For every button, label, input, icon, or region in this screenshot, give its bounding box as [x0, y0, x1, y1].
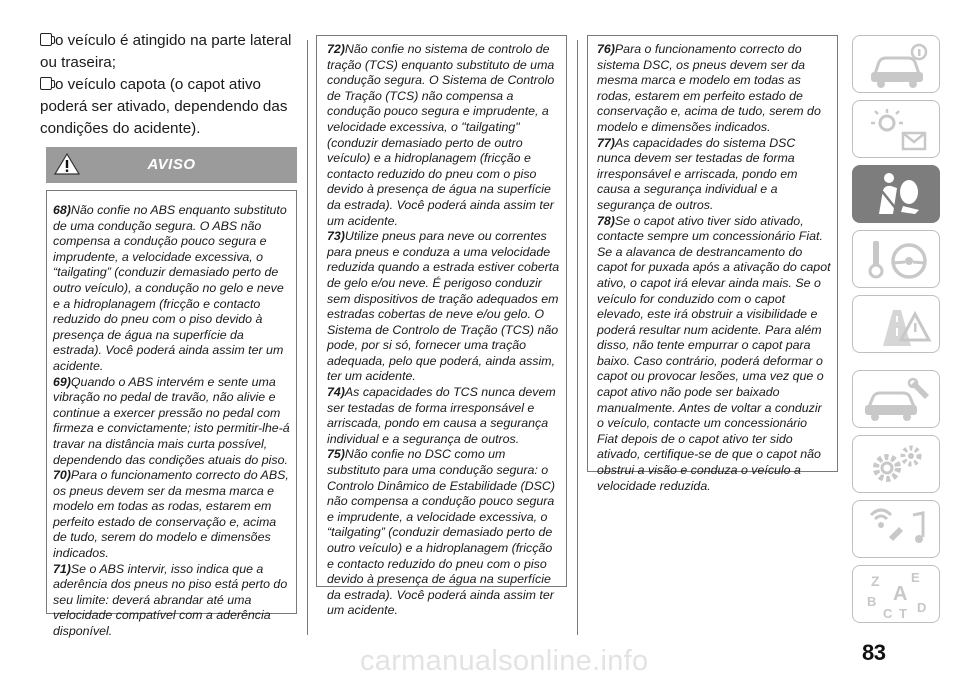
car-maintenance-icon [853, 371, 941, 429]
column-divider [307, 40, 308, 635]
warning-note [327, 447, 560, 619]
note-number: 68) [53, 203, 71, 217]
side-tab-car-info[interactable] [852, 35, 940, 93]
warning-note [53, 468, 290, 562]
note-text: Se o ABS intervir, isso indica que a aderência dos pneus no piso está perto do seu limite: deverá abrandar até uma velocidade compatível com a aderência disponível. [53, 561, 288, 639]
warning-note [53, 562, 290, 640]
warning-note [327, 42, 560, 229]
warning-note [53, 375, 290, 469]
svg-text:C: C [883, 606, 893, 621]
road-warning-icon [853, 296, 941, 354]
note-number: 71) [53, 561, 71, 576]
watermark: carmanualsonline.info [360, 645, 649, 677]
note-number: 72) [327, 42, 345, 56]
note-text: Se o capot ativo tiver sido ativado, contacte sempre um concessionário Fiat. Se a alavanca de destrancamento do capot for puxada após a ativação do capot ativo, o capot irá elevar ainda mais. Se o veículo for conduzido com o capot elevado, este irá obstruir a visibilidade e poderá resultar num acidente. Para além disso, não tente empurrar o capot para baixo. Caso contrário, poderá deformar o capot ou provocar lesões, uma vez que o capot ativo não pode ser baixado manualmente. Antes de voltar a conduzir o veículo, contacte um concessionário Fiat depois de o capot ativo ter sido ativado, certifique-se de que o capot não obstrui a visão e conduza o veículo a velocidade reduzida. [597, 213, 831, 493]
warning-header [46, 147, 297, 183]
warning-notes-column-2 [316, 35, 567, 618]
intro-bullets [40, 30, 302, 140]
side-tab-technical-data[interactable] [852, 435, 940, 493]
bullet-icon [40, 33, 52, 46]
note-text: Para o funcionamento correcto do ABS, os pneus devem ser da mesma marca e modelo em todas as rodas, estarem em perfeito estado de conservação e, acima de tudo, serem do modelo e dimensões indicados. [53, 468, 289, 561]
svg-text:A: A [893, 583, 908, 605]
bullet-item [40, 30, 302, 74]
note-text: Não confie no sistema de controlo de tração (TCS) enquanto substituto de uma condução segura. O Sistema de Controlo de Tração (TCS) não compensa a condução pouco segura e imprudente, a velocidade excessiva, o "tailgating" (conduzir demasiado perto de outro veículo) e a hidroplanagem (fricção e contacto reduzido do pneu com o piso devido à presença de água na superfície da estrada). Você poderá ainda assim ter um acidente. [327, 42, 555, 228]
note-number: 76) [597, 42, 615, 56]
alphabet-index-icon [853, 566, 941, 624]
warning-note [597, 136, 831, 214]
side-tab-maintenance[interactable] [852, 370, 940, 428]
side-tab-starting[interactable] [852, 230, 940, 288]
car-info-icon [853, 36, 941, 94]
note-text: As capacidades do sistema DSC nunca devem ser testadas de forma irresponsável e arriscada, pondo em causa a segurança individual e a segurança de outros. [597, 135, 798, 212]
side-tab-dashboard-lights[interactable] [852, 100, 940, 158]
note-text: As capacidades do TCS nunca devem ser testadas de forma irresponsável e arriscada, pondo em causa a segurança individual e a segurança de outros. [327, 385, 556, 446]
dashboard-lights-icon [853, 101, 941, 159]
side-tab-index[interactable] [852, 565, 940, 623]
warning-note [597, 42, 831, 136]
note-text: Não confie no DSC como um substituto para uma condução segura: o Controlo Dinâmico de Estabilidade (DSC) não compensa a condução pouco segura e imprudente, a velocidade excessiva, o “tailgating” (conduzir demasiado perto de outro veículo) e a hidroplanagem (fricção e contacto reduzido do pneu com o piso devido à presença de água na superfície da estrada). Você poderá ainda assim ter um acidente. [327, 447, 555, 618]
warning-note [327, 229, 560, 385]
gears-icon [853, 436, 941, 494]
warning-note [597, 214, 831, 495]
column-divider [577, 40, 578, 635]
multimedia-icon [853, 501, 941, 559]
note-number: 77) [597, 135, 615, 150]
side-tab-safety[interactable] [852, 165, 940, 223]
warning-notes-column-1 [46, 190, 297, 639]
bullet-text: o veículo capota (o capot ativo poderá ser ativado, dependendo das condições do acidente). [40, 76, 288, 137]
warning-title: AVISO [147, 156, 196, 173]
svg-text:D: D [917, 600, 927, 615]
bullet-icon [40, 77, 52, 90]
bullet-item [40, 74, 302, 140]
note-number: 73) [327, 229, 345, 244]
key-steering-wheel-icon [853, 231, 941, 289]
note-text: Não confie no ABS enquanto substituto de uma condução segura. O ABS não compensa a condução pouco segura e imprudente, a velocidade excessiva, o “tailgating” (conduzir demasiado perto de outro veículo), a condução no gelo e neve e a hidroplanagem (fricção e contacto reduzido do pneu com o piso devido à presença de água na superfície da estrada). Você poderá ainda assim ter um acidente. [53, 203, 287, 373]
note-number: 69) [53, 374, 71, 389]
note-number: 78) [597, 213, 615, 228]
page-number: 83 [862, 640, 886, 665]
seatbelt-airbag-icon [853, 166, 941, 224]
note-text: Utilize pneus para neve ou correntes para pneus e conduza a uma velocidade reduzida quando a estrada estiver coberta de gelo e/ou neve. É perigoso conduzir sem dispositivos de tração adequados em estradas cobertas de neve e/ou gelo. O Sistema de Controlo de Tração (TCS) não pode, por si só, fornecer uma tração adequada, pelo que poderá, ainda assim, ter um acidente. [327, 229, 560, 384]
svg-text:T: T [899, 606, 907, 621]
bullet-text: o veículo é atingido na parte lateral ou traseira; [40, 32, 292, 71]
svg-text:E: E [911, 570, 920, 585]
note-text: Para o funcionamento correcto do sistema DSC, os pneus devem ser da mesma marca e modelo em todas as rodas, estarem em perfeito estado de conservação e, acima de tudo, serem do modelo e dimensões indicados. [597, 42, 821, 134]
note-number: 74) [327, 385, 345, 400]
side-tab-emergency[interactable] [852, 295, 940, 353]
svg-text:B: B [867, 594, 877, 609]
note-number: 70) [53, 468, 71, 483]
warning-note [53, 203, 290, 375]
side-tab-multimedia[interactable] [852, 500, 940, 558]
warning-notes-column-3 [587, 35, 838, 493]
warning-note [327, 385, 560, 447]
svg-text:Z: Z [871, 573, 880, 589]
note-number: 75) [327, 447, 345, 462]
note-text: Quando o ABS intervém e sente uma vibração no pedal de travão, não alivie e continue a exercer pressão no pedal com firmeza e convictamente; isto permitir-lhe-á travar na distância mais curta possível, dependendo das condições atuais do piso. [53, 374, 290, 467]
